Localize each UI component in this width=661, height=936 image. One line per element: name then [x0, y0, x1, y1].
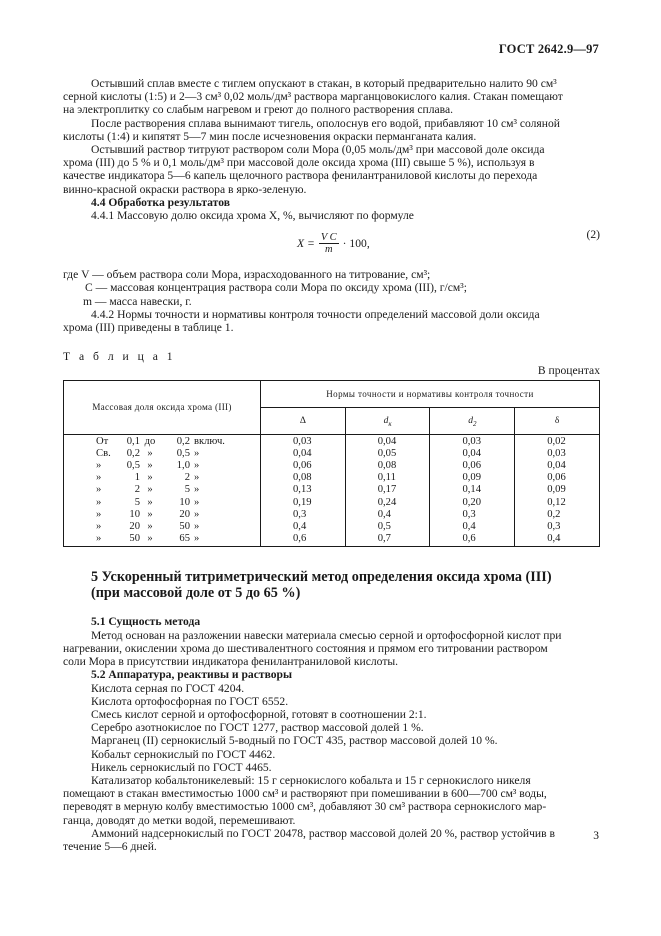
- text-line: винно-красной окраски раствора в ярко-зеленую.: [63, 182, 307, 196]
- range-part: 0,1: [126, 435, 140, 447]
- table-cell-value: 0,17: [377, 484, 397, 496]
- table-head-small-delta: δ: [515, 407, 600, 434]
- table-cell-value: 0,4: [547, 533, 561, 545]
- range-row: [64, 521, 260, 533]
- table-col-d2: [430, 434, 515, 547]
- range-row: [64, 448, 260, 460]
- range-part: 1: [134, 472, 140, 484]
- table-cell-value: 0,09: [547, 484, 566, 496]
- range-part: »: [147, 533, 153, 545]
- text-line: течение 5—6 дней.: [63, 839, 157, 853]
- range-row: [64, 436, 260, 448]
- text-line: Остывший раствор титруют раствором соли Мора (0,05 моль/дм³ при массовой доле оксида: [91, 143, 545, 157]
- table-cell-value: 0,5: [377, 521, 391, 533]
- table-caption: Т а б л и ц а 1: [63, 350, 176, 364]
- range-part: 0,5: [176, 447, 190, 459]
- section-5-title: [63, 569, 600, 601]
- table-cell-value: 0,6: [293, 533, 307, 545]
- range-part: »: [96, 533, 102, 545]
- text-line: После растворения сплава вынимают тигель, ополоснув его водой, прибавляют 10 см³ соляной: [91, 116, 560, 130]
- range-part: 2: [134, 484, 140, 496]
- table-cell-value: 0,13: [293, 484, 312, 496]
- range-part: 1,0: [176, 460, 190, 472]
- range-part: »: [96, 496, 102, 508]
- reagent-item: Кислота ортофосфорная по ГОСТ 6552.: [91, 694, 289, 708]
- range-part: »: [96, 484, 102, 496]
- range-part: 5: [134, 496, 140, 508]
- paragraph-ammonium: [63, 827, 600, 853]
- legend-c: C — массовая концентрация раствора соли Мора по оксиду хрома (III), г/см³;: [85, 281, 467, 295]
- formula-legend: [63, 268, 600, 308]
- table-cell-value: 0,09: [462, 472, 482, 484]
- table-head-d2: [430, 407, 515, 434]
- text-line: соли Мора в присутствии индикатора фенилантраниловой кислоты.: [63, 655, 399, 669]
- equation-number: (2): [586, 228, 600, 242]
- legend-m: m — масса навески, г.: [83, 294, 192, 308]
- range-part: »: [147, 508, 153, 520]
- text-line: хрома (III) до 5 % и 0,1 моль/дм³ при массовой доле оксида хрома (III) свыше 5 %), используя в: [63, 156, 535, 170]
- table-cell-value: 0,4: [377, 508, 391, 520]
- text-line: помещают в стакан вместимостью 1000 см³ и растворяют при помешивании в 600—700 см³ воды,: [63, 787, 547, 801]
- formula-expression: [297, 232, 370, 255]
- table-col-delta: [261, 434, 346, 547]
- text-line: Катализатор кобальтоникелевый: 15 г сернокислого кобальта и 15 г сернокислого никеля: [91, 773, 531, 787]
- table-cell-value: 0,04: [462, 447, 482, 459]
- range-part: »: [147, 460, 153, 472]
- table-cell-value: 0,06: [547, 472, 566, 484]
- text-line: серной кислоты (1:5) и 2—3 см³ 0,02 моль/дм³ раствора марганцовокислого калия. Стакан помещают: [63, 90, 563, 104]
- table-cell-value: 0,20: [462, 496, 482, 508]
- range-part: 0,2: [126, 447, 140, 459]
- range-row: [64, 460, 260, 472]
- range-part: От: [96, 435, 109, 447]
- text-line: на электроплитку со слабым нагревом и греют до полного растворения сплава.: [63, 103, 453, 117]
- d2-index: 2: [472, 419, 477, 428]
- formula-fraction: [319, 232, 339, 255]
- range-row: [64, 497, 260, 509]
- reagent-item: Кобальт сернокислый по ГОСТ 4462.: [91, 747, 276, 761]
- range-part: »: [194, 460, 200, 472]
- range-part: 50: [179, 521, 190, 533]
- table-cell-value: 0,6: [462, 533, 476, 545]
- table-cell-value: 0,14: [462, 484, 482, 496]
- section-5-title-line-1: 5 Ускоренный титриметрический метод определения оксида хрома (III): [91, 569, 552, 586]
- range-row: [64, 484, 260, 496]
- standard-code: ГОСТ 2642.9—97: [498, 42, 599, 56]
- section-5-title-line-2: (при массовой доле от 5 до 65 %): [91, 585, 301, 602]
- range-part: »: [96, 508, 102, 520]
- reagent-item: Никель сернокислый по ГОСТ 4465.: [91, 760, 272, 774]
- range-part: »: [194, 496, 200, 508]
- ranges-list: [64, 436, 260, 546]
- text-line: Метод основан на разложении навески материала смесью серной и ортофосфорной кислот при: [91, 628, 562, 642]
- table-cell-value: 0,02: [547, 435, 566, 447]
- text-line: качестве индикатора 5—6 капель щелочного раствора фенилантраниловой кислоты до перехода: [63, 169, 538, 183]
- table-head-delta: Δ: [261, 407, 346, 434]
- range-part: »: [147, 521, 153, 533]
- range-part: »: [194, 521, 200, 533]
- table-head-mass-fraction: Массовая доля оксида хрома (III): [64, 380, 261, 434]
- page-content: [63, 77, 600, 853]
- range-part: »: [194, 508, 200, 520]
- table-units: В процентах: [537, 364, 600, 378]
- range-part: 20: [179, 508, 190, 520]
- range-part: »: [194, 484, 200, 496]
- section-5-2-title: 5.2 Аппаратура, реактивы и растворы: [91, 668, 293, 682]
- reagent-item: Серебро азотнокислое по ГОСТ 1277, раствор массовой долей 1 %.: [91, 721, 424, 735]
- delta-values: [261, 436, 345, 546]
- text-line: Остывший сплав вместе с тиглем опускают в стакан, в который предварительно налито 90 см³: [91, 77, 557, 90]
- range-part: 0,2: [176, 435, 190, 447]
- range-part: »: [96, 472, 102, 484]
- table-cell-value: 0,04: [547, 460, 566, 472]
- dk-values: [346, 436, 430, 546]
- table-cell-value: 0,03: [547, 447, 566, 459]
- range-part: »: [147, 484, 153, 496]
- paragraph-catalyst: [63, 774, 600, 827]
- formula-lhs: X =: [297, 237, 315, 251]
- table-cell-value: 0,03: [293, 435, 312, 447]
- range-part: 50: [129, 533, 140, 545]
- page-number: 3: [593, 830, 599, 842]
- range-part: включ.: [194, 435, 225, 447]
- text-line: кислоты (1:4) и кипятят 5—7 мин после исчезновения окраски перманганата калия.: [63, 129, 477, 143]
- range-part: »: [96, 521, 102, 533]
- table-cell-value: 0,3: [293, 508, 307, 520]
- table-cell-value: 0,03: [462, 435, 482, 447]
- paragraph-4-4-2: [63, 308, 600, 334]
- table-cell-value: 0,3: [462, 508, 476, 520]
- range-part: до: [144, 435, 156, 447]
- table-head-dk: [345, 407, 430, 434]
- section-5-1-title: 5.1 Сущность метода: [91, 615, 201, 629]
- range-part: 10: [129, 508, 140, 520]
- reagent-item: Кислота серная по ГОСТ 4204.: [91, 681, 245, 695]
- dk-symbol: d: [383, 415, 389, 426]
- table-cell-value: 0,05: [377, 447, 397, 459]
- range-part: »: [96, 460, 102, 472]
- range-part: 10: [179, 496, 190, 508]
- table-head-norms: Нормы точности и нормативы контроля точности: [261, 380, 600, 407]
- range-row: [64, 472, 260, 484]
- table-cell-value: 0,4: [462, 521, 476, 533]
- range-part: 5: [184, 484, 190, 496]
- paragraph-cooled-alloy: [63, 77, 600, 117]
- d2-symbol: d: [468, 415, 473, 426]
- range-part: »: [147, 447, 153, 459]
- text-line: Аммоний надсернокислый по ГОСТ 20478, раствор массовой долей 20 %, раствор устойчив в: [91, 826, 555, 840]
- table-cell-value: 0,06: [462, 460, 482, 472]
- table-col-ranges: [64, 434, 261, 547]
- range-row: [64, 533, 260, 545]
- formula-denominator: m: [324, 244, 333, 256]
- range-part: »: [147, 472, 153, 484]
- range-part: Св.: [96, 447, 111, 459]
- dk-index: к: [388, 419, 392, 428]
- table-cell-value: 0,24: [377, 496, 397, 508]
- reagent-list: [63, 682, 600, 774]
- range-part: 2: [184, 472, 190, 484]
- range-part: 65: [179, 533, 190, 545]
- table-cell-value: 0,06: [293, 460, 312, 472]
- range-part: 0,5: [126, 460, 140, 472]
- range-row: [64, 509, 260, 521]
- formula-2: [63, 228, 600, 262]
- table-cell-value: 0,7: [377, 533, 391, 545]
- range-part: »: [194, 533, 200, 545]
- formula-tail: · 100,: [342, 237, 370, 251]
- section-4-4-title: 4.4 Обработка результатов: [91, 195, 230, 209]
- table-cell-value: 0,12: [547, 496, 566, 508]
- formula-numerator: V C: [320, 232, 337, 244]
- text-line: нагревании, окислении хрома до шестивалентного состояния и прямом его титровании раствором: [63, 641, 548, 655]
- range-part: »: [194, 447, 200, 459]
- table-col-dk: [345, 434, 430, 547]
- paragraph-titration: [63, 143, 600, 196]
- paragraph-method-essence: [63, 629, 600, 669]
- table-cell-value: 0,04: [293, 447, 312, 459]
- table-cell-value: 0,2: [547, 508, 561, 520]
- table-cell-value: 0,3: [547, 521, 561, 533]
- table-cell-value: 0,4: [293, 521, 307, 533]
- reagent-item: Марганец (II) сернокислый 5-водный по ГОСТ 435, раствор массовой долей 10 %.: [91, 734, 498, 748]
- reagent-item: Смесь кислот серной и ортофосфорной, готовят в соотношении 2:1.: [91, 707, 427, 721]
- range-part: »: [147, 496, 153, 508]
- text-line: ганца, доводят до метки водой, перемешивают.: [63, 813, 296, 827]
- formula-intro: 4.4.1 Массовую долю оксида хрома X, %, вычисляют по формуле: [91, 209, 414, 223]
- d2-values: [430, 436, 514, 546]
- paragraph-after-dissolution: [63, 117, 600, 143]
- legend-v: где V — объем раствора соли Мора, израсходованного на титрование, см³;: [63, 268, 431, 282]
- text-line: 4.4.2 Нормы точности и нормативы контроля точности определений массовой доли оксида: [91, 307, 540, 321]
- table-cell-value: 0,11: [377, 472, 396, 484]
- table-cell-value: 0,08: [377, 460, 397, 472]
- text-line: переводят в мерную колбу вместимостью 1000 см³, добавляют 30 см³ раствора сернокислого мар-: [63, 800, 547, 814]
- range-part: 20: [129, 521, 140, 533]
- small-delta-values: [515, 436, 599, 546]
- table-cell-value: 0,04: [377, 435, 397, 447]
- range-part: »: [194, 472, 200, 484]
- table-cell-value: 0,08: [293, 472, 312, 484]
- text-line: хрома (III) приведены в таблице 1.: [63, 321, 234, 335]
- table-col-small-delta: [515, 434, 600, 547]
- table-cell-value: 0,19: [293, 496, 312, 508]
- accuracy-table: [63, 380, 600, 548]
